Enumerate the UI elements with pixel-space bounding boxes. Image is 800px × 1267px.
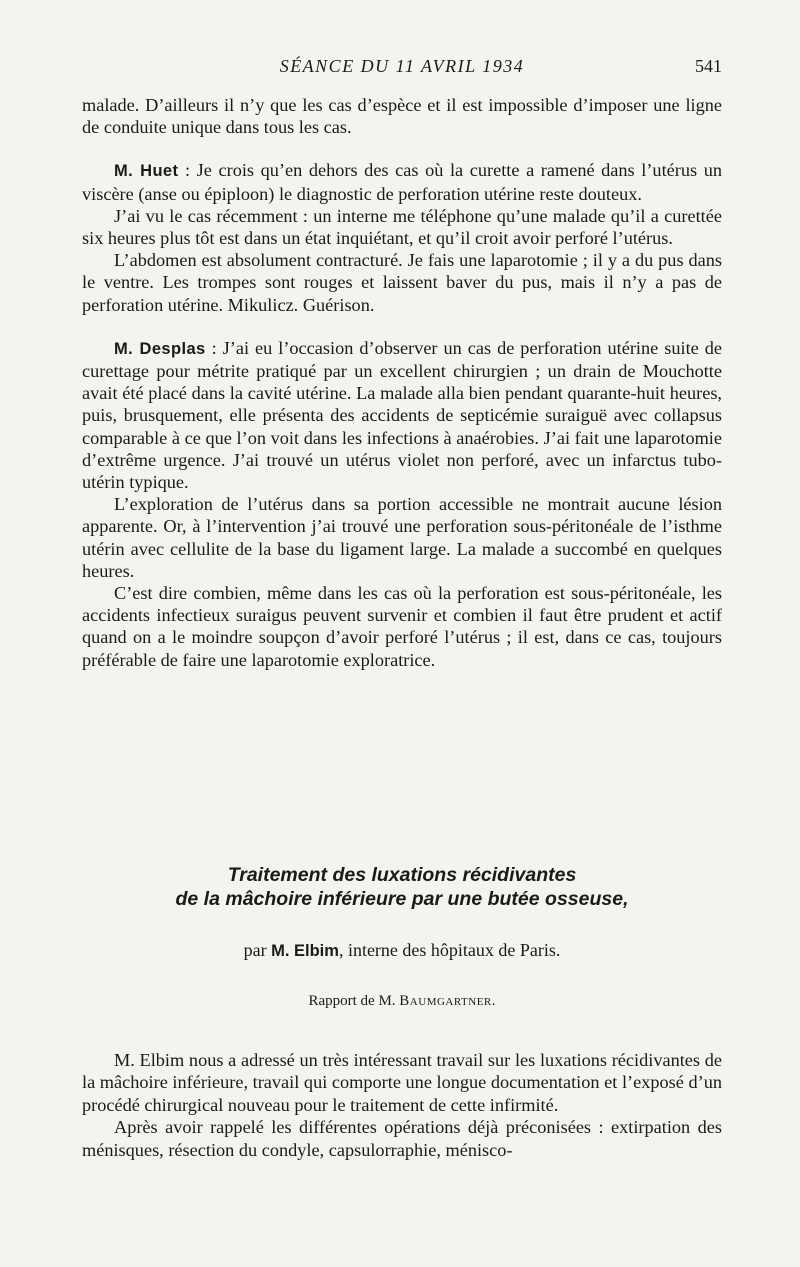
speaker-huet: M. Huet [114, 162, 179, 181]
article-title-line-1: Traitement des luxations récidivantes [227, 864, 577, 886]
running-header [82, 56, 722, 82]
article-body [82, 1049, 722, 1161]
huet-text-1: : Je crois qu’en dehors des cas où la curette a ramené dans l’utérus un viscère (anse ou épiploon) le diagnostic de perforation utérine reste douteux. [82, 160, 722, 204]
huet-paragraph-1 [82, 159, 722, 204]
article-byline [82, 939, 722, 962]
report-prefix: Rapport de M. [308, 993, 396, 1009]
report-line [82, 991, 722, 1011]
article-paragraph-1: M. Elbim nous a adressé un très intéressant travail sur les luxations récidivantes de la mâchoire inférieure, travail qui comporte une longue documentation et l’exposé d’un procédé chirurgical nouveau pour le traitement de cette infirmité. [82, 1050, 722, 1115]
discussion-section [82, 94, 722, 671]
huet-paragraph-2: J’ai vu le cas récemment : un interne me téléphone qu’une malade qu’il a curettée six heures plus tôt est dans un état inquiétant, et qu’il croit avoir perforé l’utérus. [82, 205, 722, 249]
huet-paragraph-3: L’abdomen est absolument contracturé. Je fais une laparotomie ; il y a du pus dans le ventre. Les trompes sont rouges et laissent baver du pus, mais il n’y a pas de perforation utérine. Mikulicz. Guérison. [82, 250, 722, 315]
article-title [82, 863, 722, 911]
byline-suffix: , interne des hôpitaux de Paris. [338, 940, 561, 960]
desplas-paragraph-1 [82, 337, 722, 493]
page-number: 541 [695, 56, 722, 76]
continuation-paragraph: malade. D’ailleurs il n’y que les cas d’espèce et il est impossible d’imposer une ligne de conduite unique dans tous les cas. [82, 95, 722, 138]
desplas-paragraph-2: L’exploration de l’utérus dans sa portion accessible ne montrait aucune lésion apparente. Or, à l’intervention j’ai trouvé une perforation sous-péritonéale de l’isthme utérin avec cellulite de la base du ligament large. La malade a succombé en quelques heures. [82, 494, 722, 581]
header-title: SÉANCE DU 11 AVRIL 1934 [279, 56, 525, 76]
desplas-text-1: : J’ai eu l’occasion d’observer un cas de perforation utérine suite de curettage pour métrite pratiqué par un excellent chirurgien ; un drain de Mouchotte avait été placé dans la cavité utérine. La malade alla bien pendant quarante-huit heures, puis, brusquement, elle présenta des accidents de septicémie suraiguë avec collapsus comparable à ce que l’on voit dans les infections à anaérobies. J’ai fait une laparotomie d’extrême urgence. J’ai trouvé un utérus violet non perforé, avec un infarctus tubo-utérin typique. [82, 337, 722, 493]
reporter-name: Baumgartner [399, 993, 492, 1009]
article-paragraph-2: Après avoir rappelé les différentes opérations déjà préconisées : extirpation des ménisques, résection du condyle, capsulorraphie, ménisco- [82, 1117, 722, 1160]
article-title-line-2: de la mâchoire inférieure par une butée osseuse, [175, 888, 629, 910]
report-suffix: . [491, 993, 496, 1009]
speaker-desplas: M. Desplas [114, 339, 206, 358]
byline-prefix: par [243, 940, 267, 960]
author-name: M. Elbim [271, 942, 339, 960]
desplas-paragraph-3: C’est dire combien, même dans les cas où la perforation est sous-péritonéale, les accidents infectieux suraigus peuvent survenir et combien il faut être prudent et actif quand on a le moindre soupçon d’avoir perforé l’utérus ; il est, dans ce cas, toujours préférable de faire une laparotomie exploratrice. [82, 583, 722, 670]
